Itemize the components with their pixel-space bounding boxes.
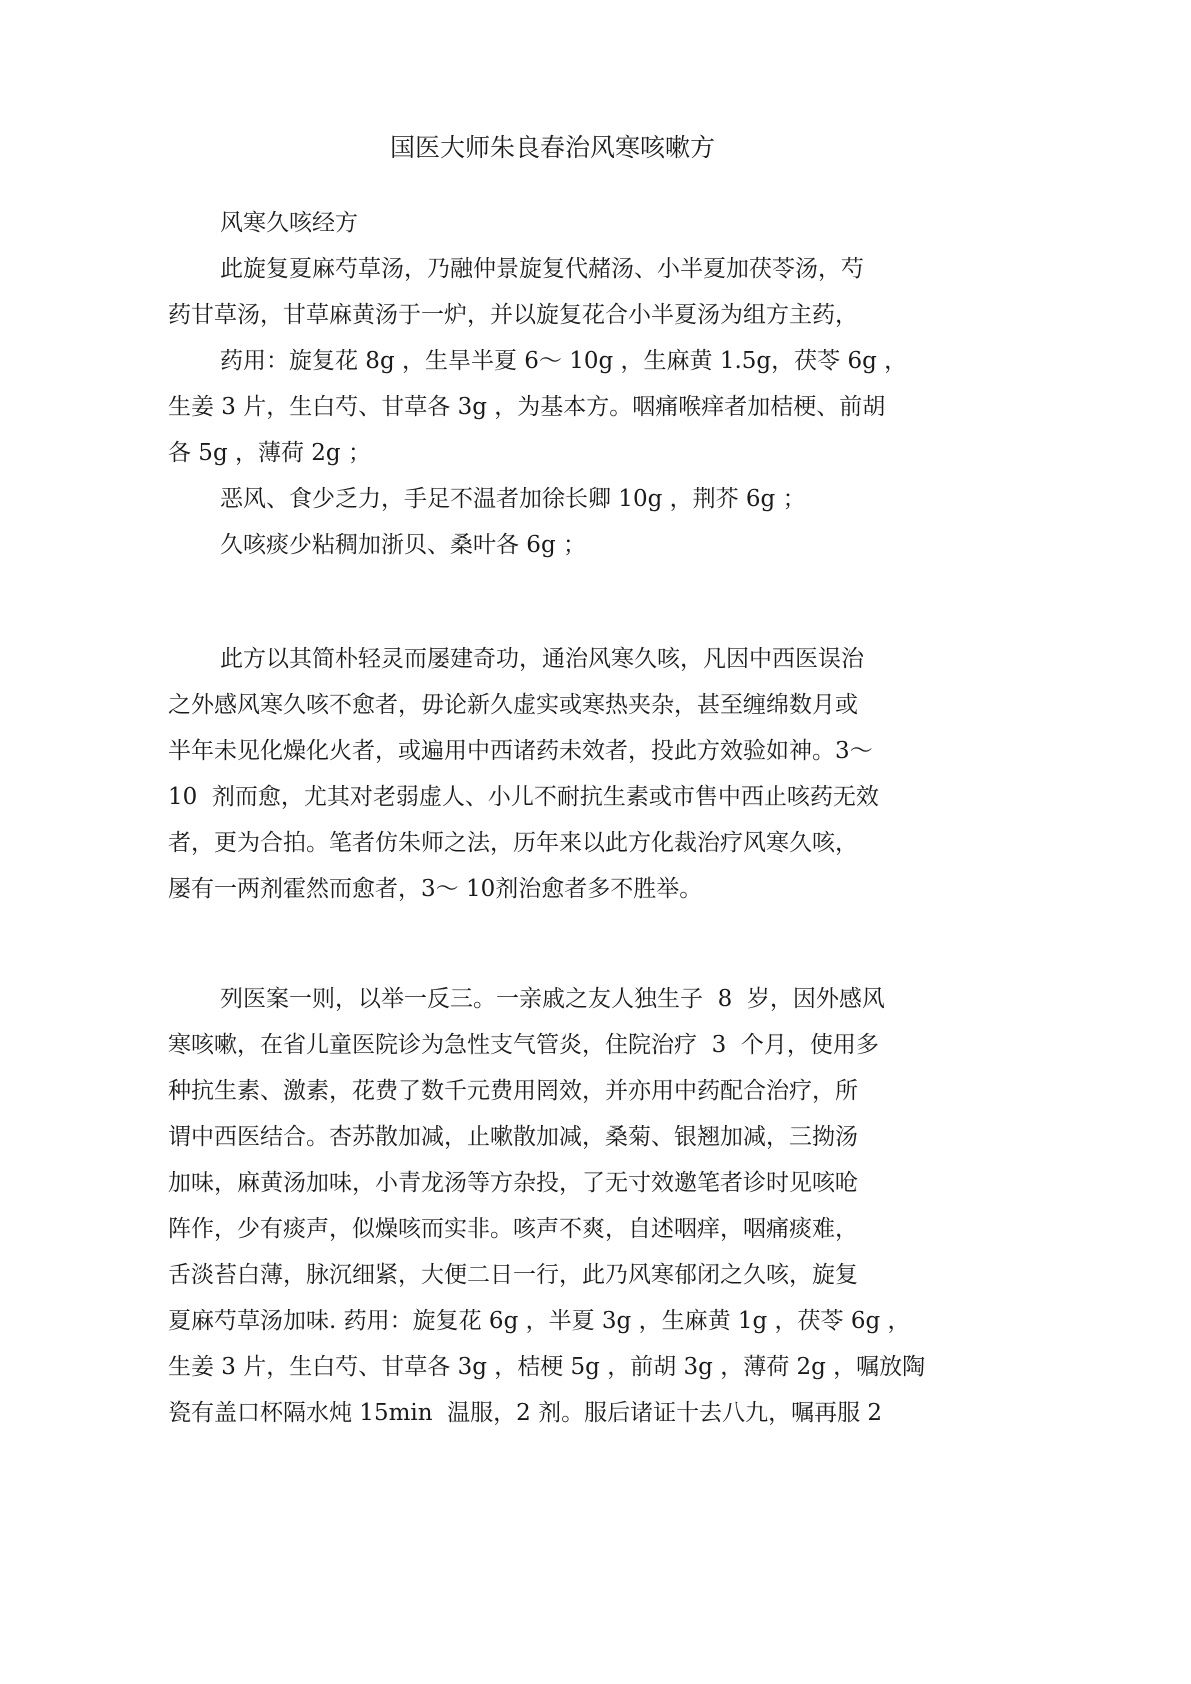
case-report-line: 阵作，少有痰声，似燥咳而实非。咳声不爽，自述咽痒，咽痛痰难，: [168, 1216, 858, 1242]
case-report-line: 舌淡苔白薄，脉沉细紧，大便二日一行，此乃风寒郁闭之久咳，旋复: [168, 1262, 858, 1288]
case-report-line: 加味，麻黄汤加味，小青龙汤等方杂投，了无寸效邀笔者诊时见咳呛: [168, 1170, 858, 1196]
case-report-line: 谓中西医结合。杏苏散加减，止嗽散加减，桑菊、银翘加减，三拗汤: [168, 1124, 858, 1150]
document-title: 国医大师朱良春治风寒咳嗽方: [389, 133, 715, 162]
commentary-paragraph: [168, 636, 948, 912]
commentary-line: 半年未见化燥化火者，或遍用中西诸药未效者，投此方效验如神。3～: [168, 738, 873, 764]
case-report-line: 生姜 3 片，生白芍、甘草各 3g ，桔梗 5g ，前胡 3g ，薄荷 2g ，嘱放陶: [168, 1354, 926, 1380]
commentary-line: 之外感风寒久咳不愈者，毋论新久虚实或寒热夹杂，甚至缠绵数月或: [168, 692, 858, 718]
formula-text-line: 此旋复夏麻芍草汤，乃融仲景旋复代赭汤、小半夏加茯苓汤，芍: [220, 256, 864, 282]
formula-dosage-line: 生姜 3 片，生白芍、甘草各 3g ，为基本方。咽痛喉痒者加桔梗、前胡: [168, 394, 886, 420]
formula-section: [168, 200, 948, 568]
case-report-line: 夏麻芍草汤加味. 药用：旋复花 6g ，半夏 3g ，生麻黄 1g ，茯苓 6g ，: [168, 1308, 911, 1334]
commentary-line: 屡有一两剂霍然而愈者，3～ 10剂治愈者多不胜举。: [168, 876, 703, 902]
case-report-line: 列医案一则，以举一反三。一亲戚之友人独生子 8 岁，因外感风: [220, 986, 885, 1012]
formula-dosage-line: 药用：旋复花 8g ，生旱半夏 6～ 10g ，生麻黄 1.5g，茯苓 6g ，: [220, 348, 908, 374]
commentary-line: 此方以其简朴轻灵而屡建奇功，通治风寒久咳，凡因中西医误治: [220, 646, 864, 672]
case-report-line: 寒咳嗽，在省儿童医院诊为急性支气管炎，住院治疗 3 个月，使用多: [168, 1032, 879, 1058]
formula-dosage-line: 各 5g ，薄荷 2g ；: [168, 440, 371, 466]
case-report-paragraph: [168, 976, 948, 1436]
case-report-line: 种抗生素、激素，花费了数千元费用罔效，并亦用中药配合治疗，所: [168, 1078, 858, 1104]
commentary-line: 者，更为合拍。笔者仿朱师之法，历年来以此方化裁治疗风寒久咳，: [168, 830, 858, 856]
commentary-line: 10 剂而愈，尤其对老弱虚人、小儿不耐抗生素或市售中西止咳药无效: [168, 784, 879, 810]
case-report-line: 瓷有盖口杯隔水炖 15min 温服，2 剂。服后诸证十去八九，嘱再服 2: [168, 1400, 883, 1426]
formula-modification-line: 恶风、食少乏力，手足不温者加徐长卿 10g ，荆芥 6g ；: [220, 486, 806, 512]
formula-heading: 风寒久咳经方: [220, 210, 358, 236]
formula-modification-line: 久咳痰少粘稠加浙贝、桑叶各 6g ；: [220, 532, 586, 558]
formula-text-line: 药甘草汤，甘草麻黄汤于一炉，并以旋复花合小半夏汤为组方主药，: [168, 302, 858, 328]
